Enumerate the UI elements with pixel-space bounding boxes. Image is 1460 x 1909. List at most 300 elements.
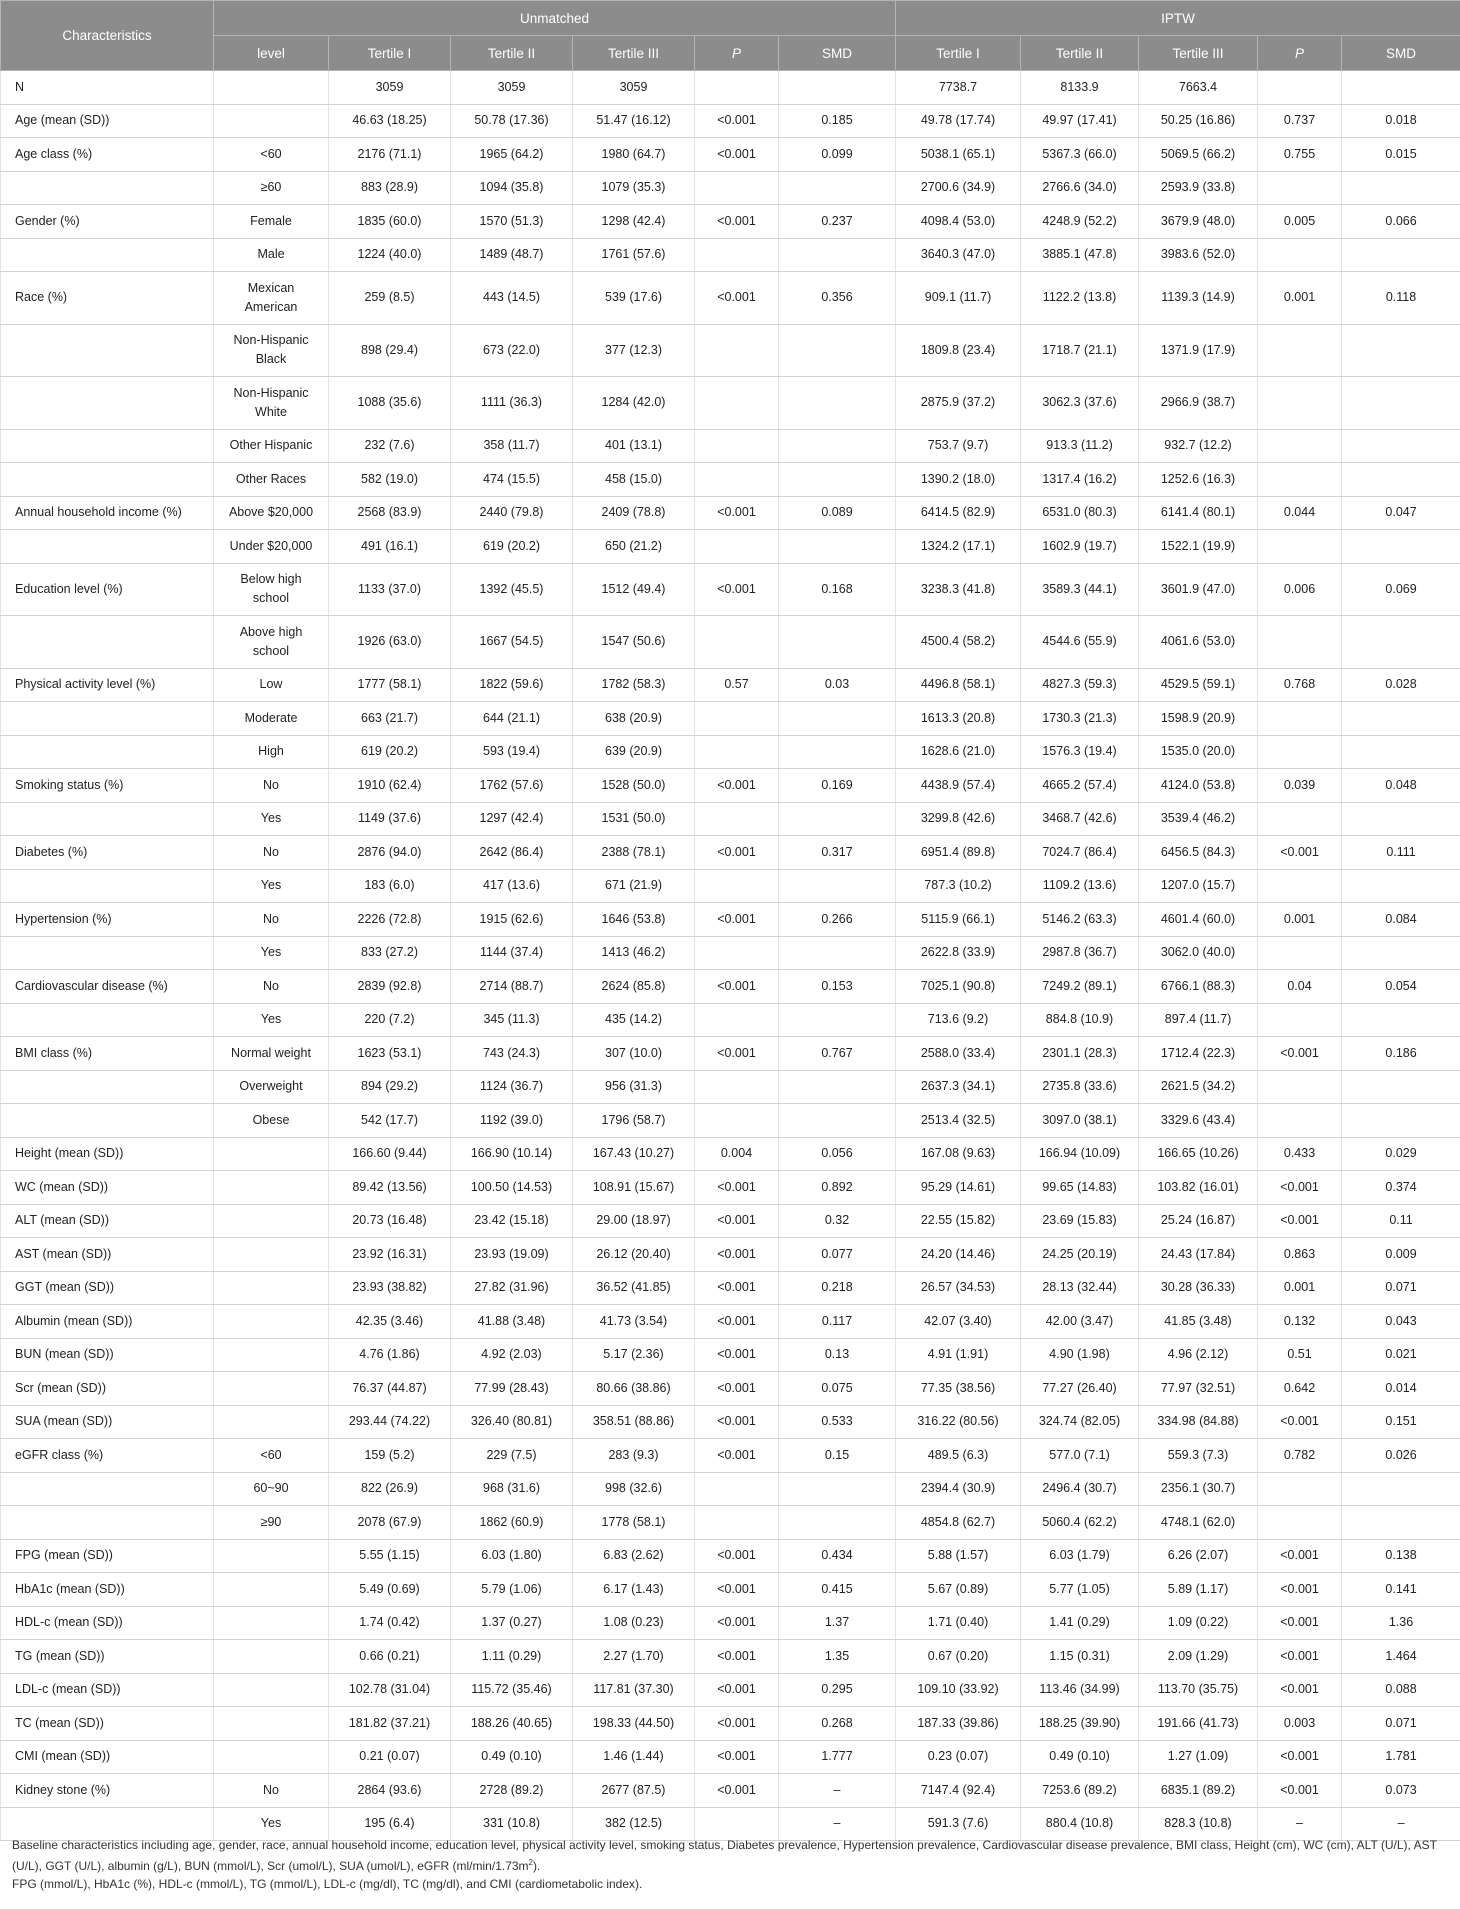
- table-cell: 24.43 (17.84): [1139, 1238, 1258, 1272]
- table-cell: [779, 324, 896, 377]
- table-cell: 0.004: [695, 1137, 779, 1171]
- table-cell: 2735.8 (33.6): [1021, 1070, 1139, 1104]
- row-level: [214, 1238, 329, 1272]
- table-cell: [695, 936, 779, 970]
- table-cell: [695, 171, 779, 205]
- table-cell: 7025.1 (90.8): [896, 970, 1021, 1004]
- table-row: [1, 1506, 1460, 1540]
- table-cell: 1149 (37.6): [329, 802, 451, 836]
- table-cell: <0.001: [695, 769, 779, 803]
- row-label: Gender (%): [1, 205, 214, 239]
- table-cell: 1623 (53.1): [329, 1037, 451, 1071]
- row-level: Yes: [214, 1003, 329, 1037]
- table-cell: 1390.2 (18.0): [896, 463, 1021, 497]
- table-cell: [1258, 530, 1342, 564]
- table-cell: 2700.6 (34.9): [896, 171, 1021, 205]
- table-cell: 2176 (71.1): [329, 138, 451, 172]
- table-row: [1, 171, 1460, 205]
- table-cell: [695, 869, 779, 903]
- row-label: CMI (mean (SD)): [1, 1740, 214, 1774]
- table-row: [1, 1372, 1460, 1406]
- table-cell: 4601.4 (60.0): [1139, 903, 1258, 937]
- table-cell: 0.044: [1258, 496, 1342, 530]
- table-cell: [1342, 238, 1460, 272]
- table-cell: 968 (31.6): [451, 1472, 573, 1506]
- table-cell: 0.089: [779, 496, 896, 530]
- table-cell: 3062.3 (37.6): [1021, 377, 1139, 430]
- table-cell: 0.186: [1342, 1037, 1460, 1071]
- table-cell: 0.075: [779, 1372, 896, 1406]
- row-label: Physical activity level (%): [1, 668, 214, 702]
- table-cell: [695, 530, 779, 564]
- table-cell: 1371.9 (17.9): [1139, 324, 1258, 377]
- table-cell: 24.25 (20.19): [1021, 1238, 1139, 1272]
- table-cell: [695, 802, 779, 836]
- table-cell: [779, 735, 896, 769]
- table-cell: 77.97 (32.51): [1139, 1372, 1258, 1406]
- table-cell: 883 (28.9): [329, 171, 451, 205]
- table-cell: 0.054: [1342, 970, 1460, 1004]
- table-row: [1, 1640, 1460, 1674]
- row-level: Other Hispanic: [214, 429, 329, 463]
- table-row: [1, 71, 1460, 105]
- table-row: [1, 869, 1460, 903]
- row-level: Female: [214, 205, 329, 239]
- table-cell: 0.117: [779, 1305, 896, 1339]
- table-cell: –: [779, 1807, 896, 1841]
- row-label: Scr (mean (SD)): [1, 1372, 214, 1406]
- table-cell: 2624 (85.8): [573, 970, 695, 1004]
- table-cell: [695, 735, 779, 769]
- header-col: Tertile I: [896, 36, 1021, 71]
- table-cell: 3238.3 (41.8): [896, 563, 1021, 616]
- table-cell: <0.001: [695, 1305, 779, 1339]
- table-cell: 3589.3 (44.1): [1021, 563, 1139, 616]
- table-cell: 100.50 (14.53): [451, 1171, 573, 1205]
- table-cell: 1512 (49.4): [573, 563, 695, 616]
- table-cell: 894 (29.2): [329, 1070, 451, 1104]
- table-cell: 2394.4 (30.9): [896, 1472, 1021, 1506]
- table-cell: <0.001: [1258, 1774, 1342, 1808]
- table-cell: 4.92 (2.03): [451, 1338, 573, 1372]
- table-cell: 1915 (62.6): [451, 903, 573, 937]
- table-cell: <0.001: [695, 903, 779, 937]
- table-cell: 582 (19.0): [329, 463, 451, 497]
- table-cell: 2513.4 (32.5): [896, 1104, 1021, 1138]
- table-cell: 95.29 (14.61): [896, 1171, 1021, 1205]
- table-row: [1, 936, 1460, 970]
- table-cell: 2966.9 (38.7): [1139, 377, 1258, 430]
- table-cell: 822 (26.9): [329, 1472, 451, 1506]
- table-row: [1, 1338, 1460, 1372]
- table-cell: <0.001: [1258, 1405, 1342, 1439]
- table-cell: 833 (27.2): [329, 936, 451, 970]
- table-row: [1, 1707, 1460, 1741]
- row-level: [214, 1171, 329, 1205]
- table-cell: [1258, 616, 1342, 669]
- table-cell: 5.77 (1.05): [1021, 1573, 1139, 1607]
- table-cell: 0.006: [1258, 563, 1342, 616]
- table-cell: 5.17 (2.36): [573, 1338, 695, 1372]
- row-level: <60: [214, 1439, 329, 1473]
- table-cell: 0.153: [779, 970, 896, 1004]
- table-cell: 49.78 (17.74): [896, 104, 1021, 138]
- table-cell: 76.37 (44.87): [329, 1372, 451, 1406]
- table-cell: 2496.4 (30.7): [1021, 1472, 1139, 1506]
- table-cell: 1522.1 (19.9): [1139, 530, 1258, 564]
- row-level: [214, 1539, 329, 1573]
- table-cell: 187.33 (39.86): [896, 1707, 1021, 1741]
- footnote-superscript: 2: [528, 1858, 533, 1867]
- table-cell: 6414.5 (82.9): [896, 496, 1021, 530]
- table-cell: [1258, 377, 1342, 430]
- table-cell: 229 (7.5): [451, 1439, 573, 1473]
- row-level: Under $20,000: [214, 530, 329, 564]
- row-label: [1, 616, 214, 669]
- table-cell: 77.99 (28.43): [451, 1372, 573, 1406]
- table-row: [1, 1405, 1460, 1439]
- row-label: [1, 429, 214, 463]
- table-cell: 41.73 (3.54): [573, 1305, 695, 1339]
- table-cell: 0.767: [779, 1037, 896, 1071]
- table-row: [1, 1673, 1460, 1707]
- table-cell: [779, 1506, 896, 1540]
- header-col: SMD: [779, 36, 896, 71]
- table-cell: 4.96 (2.12): [1139, 1338, 1258, 1372]
- table-cell: 0.51: [1258, 1338, 1342, 1372]
- table-cell: 1576.3 (19.4): [1021, 735, 1139, 769]
- table-cell: 3601.9 (47.0): [1139, 563, 1258, 616]
- table-cell: 0.295: [779, 1673, 896, 1707]
- table-cell: 1628.6 (21.0): [896, 735, 1021, 769]
- table-cell: [1342, 802, 1460, 836]
- row-level: Yes: [214, 802, 329, 836]
- table-cell: [779, 429, 896, 463]
- table-cell: 1324.2 (17.1): [896, 530, 1021, 564]
- table-cell: 7738.7: [896, 71, 1021, 105]
- table-cell: 46.63 (18.25): [329, 104, 451, 138]
- table-cell: 713.6 (9.2): [896, 1003, 1021, 1037]
- table-cell: 334.98 (84.88): [1139, 1405, 1258, 1439]
- table-cell: 0.009: [1342, 1238, 1460, 1272]
- table-cell: 2876 (94.0): [329, 836, 451, 870]
- table-cell: 0.04: [1258, 970, 1342, 1004]
- table-cell: 663 (21.7): [329, 702, 451, 736]
- table-cell: [1342, 377, 1460, 430]
- table-cell: –: [1258, 1807, 1342, 1841]
- table-cell: <0.001: [695, 1774, 779, 1808]
- table-cell: 1531 (50.0): [573, 802, 695, 836]
- table-cell: 1.41 (0.29): [1021, 1606, 1139, 1640]
- table-row: [1, 496, 1460, 530]
- table-cell: 377 (12.3): [573, 324, 695, 377]
- table-body: [1, 71, 1460, 1841]
- row-label: [1, 324, 214, 377]
- table-cell: 2714 (88.7): [451, 970, 573, 1004]
- table-cell: [779, 530, 896, 564]
- table-cell: 1094 (35.8): [451, 171, 573, 205]
- row-level: Non-Hispanic Black: [214, 324, 329, 377]
- table-cell: 0.433: [1258, 1137, 1342, 1171]
- row-level: [214, 1338, 329, 1372]
- table-cell: 1782 (58.3): [573, 668, 695, 702]
- table-cell: 188.25 (39.90): [1021, 1707, 1139, 1741]
- table-cell: 6.83 (2.62): [573, 1539, 695, 1573]
- table-cell: 6.03 (1.79): [1021, 1539, 1139, 1573]
- row-label: [1, 1070, 214, 1104]
- table-cell: [779, 1003, 896, 1037]
- table-cell: 2.09 (1.29): [1139, 1640, 1258, 1674]
- table-cell: 1.37 (0.27): [451, 1606, 573, 1640]
- row-label: [1, 1506, 214, 1540]
- table-cell: [779, 702, 896, 736]
- table-cell: [695, 1472, 779, 1506]
- row-label: Smoking status (%): [1, 769, 214, 803]
- table-cell: 491 (16.1): [329, 530, 451, 564]
- table-row: [1, 1774, 1460, 1808]
- table-cell: [695, 463, 779, 497]
- table-cell: 1192 (39.0): [451, 1104, 573, 1138]
- table-cell: 2642 (86.4): [451, 836, 573, 870]
- row-level: Above $20,000: [214, 496, 329, 530]
- table-cell: 5.89 (1.17): [1139, 1573, 1258, 1607]
- table-cell: [1258, 238, 1342, 272]
- table-cell: 117.81 (37.30): [573, 1673, 695, 1707]
- row-label: [1, 1104, 214, 1138]
- table-cell: 489.5 (6.3): [896, 1439, 1021, 1473]
- table-cell: 1.15 (0.31): [1021, 1640, 1139, 1674]
- row-level: ≥60: [214, 171, 329, 205]
- table-cell: <0.001: [695, 1171, 779, 1205]
- row-level: Yes: [214, 869, 329, 903]
- table-cell: [695, 1003, 779, 1037]
- table-cell: [779, 936, 896, 970]
- table-cell: 0.028: [1342, 668, 1460, 702]
- table-cell: 0.118: [1342, 272, 1460, 325]
- table-cell: [695, 377, 779, 430]
- table-cell: 4496.8 (58.1): [896, 668, 1021, 702]
- header-level: level: [214, 36, 329, 71]
- table-cell: <0.001: [695, 836, 779, 870]
- table-cell: 51.47 (16.12): [573, 104, 695, 138]
- table-cell: 0.141: [1342, 1573, 1460, 1607]
- row-level: No: [214, 970, 329, 1004]
- table-cell: 0.069: [1342, 563, 1460, 616]
- table-cell: [779, 869, 896, 903]
- table-cell: 6.03 (1.80): [451, 1539, 573, 1573]
- table-cell: 2728 (89.2): [451, 1774, 573, 1808]
- table-cell: 0.768: [1258, 668, 1342, 702]
- table-cell: 7024.7 (86.4): [1021, 836, 1139, 870]
- table-row: [1, 802, 1460, 836]
- table-cell: 5.79 (1.06): [451, 1573, 573, 1607]
- table-cell: 4438.9 (57.4): [896, 769, 1021, 803]
- table-cell: 0.071: [1342, 1271, 1460, 1305]
- table-cell: 293.44 (74.22): [329, 1405, 451, 1439]
- table-cell: 1489 (48.7): [451, 238, 573, 272]
- table-cell: 559.3 (7.3): [1139, 1439, 1258, 1473]
- table-cell: 2987.8 (36.7): [1021, 936, 1139, 970]
- table-cell: 0.021: [1342, 1338, 1460, 1372]
- table-row: [1, 1070, 1460, 1104]
- table-cell: 167.43 (10.27): [573, 1137, 695, 1171]
- table-cell: [1258, 429, 1342, 463]
- table-cell: 77.27 (26.40): [1021, 1372, 1139, 1406]
- row-label: [1, 702, 214, 736]
- row-level: Moderate: [214, 702, 329, 736]
- table-cell: 6766.1 (88.3): [1139, 970, 1258, 1004]
- table-cell: 2864 (93.6): [329, 1774, 451, 1808]
- row-level: [214, 1740, 329, 1774]
- table-cell: 417 (13.6): [451, 869, 573, 903]
- table-cell: 4748.1 (62.0): [1139, 1506, 1258, 1540]
- table-cell: [1342, 735, 1460, 769]
- table-cell: 1.09 (0.22): [1139, 1606, 1258, 1640]
- table-cell: 41.85 (3.48): [1139, 1305, 1258, 1339]
- table-cell: [1342, 1003, 1460, 1037]
- row-label: ALT (mean (SD)): [1, 1204, 214, 1238]
- table-cell: 401 (13.1): [573, 429, 695, 463]
- table-cell: [695, 429, 779, 463]
- row-label: Cardiovascular disease (%): [1, 970, 214, 1004]
- table-cell: 324.74 (82.05): [1021, 1405, 1139, 1439]
- table-cell: 41.88 (3.48): [451, 1305, 573, 1339]
- table-cell: 0.077: [779, 1238, 896, 1272]
- table-cell: 0.237: [779, 205, 896, 239]
- table-cell: 3679.9 (48.0): [1139, 205, 1258, 239]
- table-cell: [1258, 1104, 1342, 1138]
- header-characteristics: Characteristics: [1, 1, 214, 71]
- row-level: Yes: [214, 1807, 329, 1841]
- table-cell: 0.782: [1258, 1439, 1342, 1473]
- table-cell: [779, 463, 896, 497]
- table-cell: <0.001: [695, 1573, 779, 1607]
- table-cell: 2356.1 (30.7): [1139, 1472, 1258, 1506]
- table-cell: 0.039: [1258, 769, 1342, 803]
- table-cell: 4529.5 (59.1): [1139, 668, 1258, 702]
- table-cell: <0.001: [1258, 1539, 1342, 1573]
- table-cell: 2839 (92.8): [329, 970, 451, 1004]
- table-cell: 22.55 (15.82): [896, 1204, 1021, 1238]
- table-cell: 0.11: [1342, 1204, 1460, 1238]
- table-row: [1, 238, 1460, 272]
- table-cell: 1910 (62.4): [329, 769, 451, 803]
- table-cell: [1342, 1506, 1460, 1540]
- table-cell: 435 (14.2): [573, 1003, 695, 1037]
- table-cell: 382 (12.5): [573, 1807, 695, 1841]
- table-cell: <0.001: [695, 1539, 779, 1573]
- footnote-line2: FPG (mmol/L), HbA1c (%), HDL-c (mmol/L), TG (mmol/L), LDL-c (mg/dl), TC (mg/dl), and CMI (cardiometabolic index).: [12, 1877, 643, 1891]
- table-cell: 166.60 (9.44): [329, 1137, 451, 1171]
- table-cell: [1258, 869, 1342, 903]
- table-cell: 259 (8.5): [329, 272, 451, 325]
- row-level: Obese: [214, 1104, 329, 1138]
- table-cell: 1762 (57.6): [451, 769, 573, 803]
- table-cell: 102.78 (31.04): [329, 1673, 451, 1707]
- table-cell: 115.72 (35.46): [451, 1673, 573, 1707]
- table-cell: 539 (17.6): [573, 272, 695, 325]
- row-level: [214, 1640, 329, 1674]
- table-cell: [1342, 71, 1460, 105]
- table-cell: 166.94 (10.09): [1021, 1137, 1139, 1171]
- table-cell: 50.25 (16.86): [1139, 104, 1258, 138]
- table-cell: 0.132: [1258, 1305, 1342, 1339]
- table-cell: 1730.3 (21.3): [1021, 702, 1139, 736]
- table-cell: 0.047: [1342, 496, 1460, 530]
- table-cell: 0.374: [1342, 1171, 1460, 1205]
- table-cell: 0.005: [1258, 205, 1342, 239]
- table-cell: [779, 1070, 896, 1104]
- table-cell: 884.8 (10.9): [1021, 1003, 1139, 1037]
- footnote-line1: Baseline characteristics including age, gender, race, annual household income, education level, physical activity level, smoking status, Diabetes prevalence, Hypertension prevalence, Cardiovascular disease prevalence, BMI class, Height (cm), WC (cm), ALT (U/L), AST (U/L), GGT (U/L), albumin (g/L), BUN (mmol/L), Scr (umol/L), SUA (umol/L), eGFR (ml/min/1.73m: [12, 1838, 1437, 1873]
- table-cell: 0.169: [779, 769, 896, 803]
- table-cell: <0.001: [1258, 1037, 1342, 1071]
- row-level: ≥90: [214, 1506, 329, 1540]
- table-cell: [1258, 1070, 1342, 1104]
- table-cell: 0.49 (0.10): [1021, 1740, 1139, 1774]
- table-cell: <0.001: [695, 205, 779, 239]
- table-cell: 2593.9 (33.8): [1139, 171, 1258, 205]
- row-label: Diabetes (%): [1, 836, 214, 870]
- table-cell: 4854.8 (62.7): [896, 1506, 1021, 1540]
- table-cell: 49.97 (17.41): [1021, 104, 1139, 138]
- row-label: N: [1, 71, 214, 105]
- table-cell: 2388 (78.1): [573, 836, 695, 870]
- row-label: [1, 238, 214, 272]
- table-cell: 5060.4 (62.2): [1021, 1506, 1139, 1540]
- table-cell: 316.22 (80.56): [896, 1405, 1021, 1439]
- table-row: [1, 1305, 1460, 1339]
- table-cell: <0.001: [695, 272, 779, 325]
- table-cell: 109.10 (33.92): [896, 1673, 1021, 1707]
- table-cell: 8133.9: [1021, 71, 1139, 105]
- row-level: No: [214, 836, 329, 870]
- table-cell: 89.42 (13.56): [329, 1171, 451, 1205]
- table-cell: 638 (20.9): [573, 702, 695, 736]
- table-cell: 1613.3 (20.8): [896, 702, 1021, 736]
- table-cell: 0.03: [779, 668, 896, 702]
- table-cell: 1.36: [1342, 1606, 1460, 1640]
- table-cell: <0.001: [695, 496, 779, 530]
- row-level: [214, 1305, 329, 1339]
- table-cell: 1392 (45.5): [451, 563, 573, 616]
- table-cell: 1.71 (0.40): [896, 1606, 1021, 1640]
- table-cell: [695, 238, 779, 272]
- row-label: TG (mean (SD)): [1, 1640, 214, 1674]
- table-cell: 1.74 (0.42): [329, 1606, 451, 1640]
- table-row: [1, 324, 1460, 377]
- table-cell: 5.88 (1.57): [896, 1539, 1021, 1573]
- table-cell: 828.3 (10.8): [1139, 1807, 1258, 1841]
- table-cell: [695, 71, 779, 105]
- table-cell: 4061.6 (53.0): [1139, 616, 1258, 669]
- row-label: BMI class (%): [1, 1037, 214, 1071]
- row-label: Kidney stone (%): [1, 1774, 214, 1808]
- table-cell: 1298 (42.4): [573, 205, 695, 239]
- table-cell: 1224 (40.0): [329, 238, 451, 272]
- table-cell: 3097.0 (38.1): [1021, 1104, 1139, 1138]
- row-label: HbA1c (mean (SD)): [1, 1573, 214, 1607]
- table-cell: 932.7 (12.2): [1139, 429, 1258, 463]
- table-cell: 167.08 (9.63): [896, 1137, 1021, 1171]
- row-level: Other Races: [214, 463, 329, 497]
- table-cell: [1342, 702, 1460, 736]
- table-cell: <0.001: [695, 138, 779, 172]
- table-cell: 1646 (53.8): [573, 903, 695, 937]
- table-cell: 0.66 (0.21): [329, 1640, 451, 1674]
- table-cell: 0.13: [779, 1338, 896, 1372]
- header-col: P: [695, 36, 779, 71]
